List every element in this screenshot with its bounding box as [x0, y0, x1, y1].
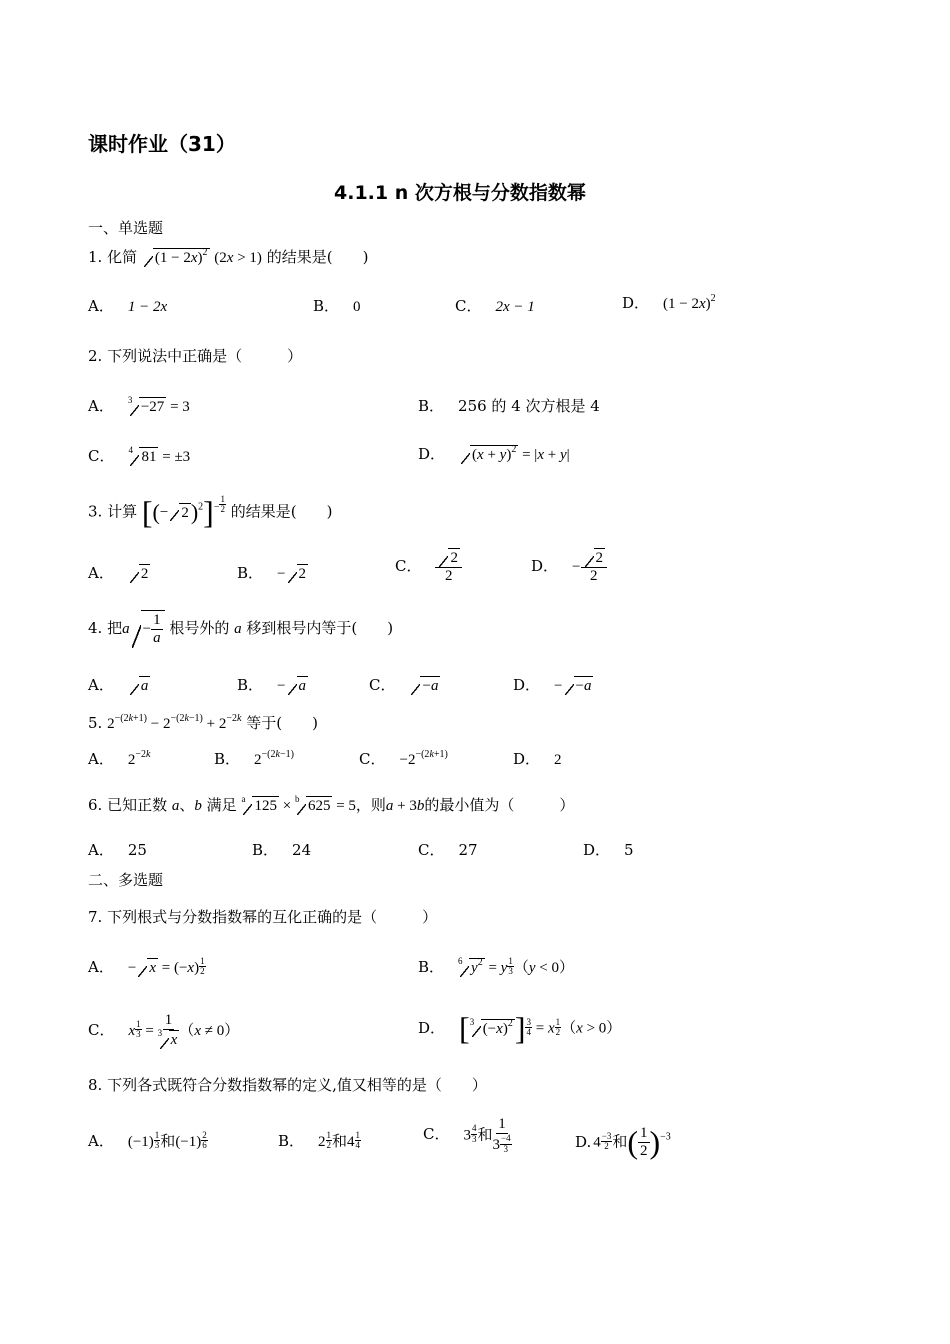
q7-option-a[interactable]: A． − x = (−x) $\frac{1}{2}$: [88, 956, 205, 977]
q5-option-d[interactable]: D． 2: [513, 750, 562, 768]
q3-option-c[interactable]: C． $\frac{2}{2}$: [395, 548, 462, 586]
q6-option-d[interactable]: D． 5: [583, 841, 634, 859]
page-title: 4.1.1 n 次方根与分数指数幂: [334, 182, 586, 204]
page-header: 课时作业（31）: [88, 132, 236, 156]
question-4-stem: 4. 把a − $\frac{1}{a}$ 根号外的 a 移到根号内等于( ): [88, 612, 394, 647]
question-5-stem: 5. $2^{-(2k+1)} - 2^{-(2k-1)} + 2^{-2k}$ 等于( ): [88, 713, 318, 732]
q2-option-c[interactable]: C． 4 81 = ±3: [88, 445, 191, 465]
q6-option-b[interactable]: B． 24: [252, 841, 312, 859]
q8-option-a[interactable]: A． (−1) $\frac{1}{3}$ 和(−1) $\frac{2}{6}$: [88, 1130, 207, 1151]
q1-option-b[interactable]: B． 0: [313, 297, 361, 315]
q4-option-b[interactable]: B． − a: [237, 676, 306, 694]
q4-option-a[interactable]: A． a: [88, 676, 149, 694]
q2-option-a[interactable]: A． 3 −27 = 3: [88, 395, 190, 415]
q5-option-c[interactable]: C． $-2^{-(2k+1)}$: [359, 749, 448, 768]
q1-prefix: 1. 化简: [88, 248, 138, 266]
section-single-choice: 一、单选题: [88, 219, 164, 237]
q7-option-c[interactable]: C． x $\frac{1}{3}$ = 1 3 x （x ≠ 0）: [88, 1012, 240, 1049]
q3-option-b[interactable]: B． − 2: [237, 564, 306, 582]
q5-option-b[interactable]: B． $2^{-(2k-1)}$: [214, 749, 294, 768]
q4-prefix: 4. 把: [88, 619, 123, 638]
q6-option-a[interactable]: A． 25: [88, 841, 147, 859]
q2-option-d[interactable]: D． $(x + y)^2 = |x + y|$: [418, 444, 570, 463]
q4-option-c[interactable]: C． −a: [369, 676, 439, 694]
q3-prefix: 3. 计算: [88, 502, 138, 521]
q6-prefix: 6. 已知正数: [88, 796, 168, 814]
question-8-stem: 8. 下列各式既符合分数指数幂的定义,值又相等的是（ ）: [88, 1076, 487, 1094]
section-multi-choice: 二、多选题: [88, 871, 164, 889]
q8-option-d[interactable]: D. 4 $\frac{-3}{2}$ 和( $\frac{1}{2}$ )$^{-3}$: [575, 1124, 671, 1160]
q6-mid2: ，则: [355, 796, 386, 814]
q8-option-c[interactable]: C． 3 $\frac{4}{3}$ 和 1 3 $\frac{-4}{3}$: [423, 1116, 511, 1154]
q2-option-b[interactable]: B． 256 的 4 次方根是 4: [418, 397, 600, 415]
q6-sep: 、: [179, 796, 195, 814]
q3-option-a[interactable]: A． 2: [88, 564, 149, 582]
question-2-stem: 2. 下列说法中正确是（ ）: [88, 347, 303, 365]
q8-option-b[interactable]: B． 2 $\frac{1}{2}$ 和4 $\frac{1}{4}$: [278, 1130, 361, 1151]
q3-option-d[interactable]: D． − $\frac{2}{2}$: [531, 548, 607, 586]
q5-option-a[interactable]: A． $2^{-2k}$: [88, 749, 151, 768]
q6-option-c[interactable]: C． 27: [418, 841, 478, 859]
question-3-stem: 3. 计算 [(− 2)$^2$]$^{- \frac{1}{2}}$ 的结果是( ): [88, 493, 333, 530]
question-6-stem: 6. 已知正数 a、b 满足 a 125 × b 625 = 5，则a + 3b的最小值为（ ）: [88, 794, 575, 814]
q1-suffix: 的结果是( ): [266, 248, 369, 266]
q4-var: a: [234, 621, 242, 638]
q1-option-d[interactable]: D． $(1 - 2x)^2$: [622, 293, 716, 312]
q7-option-d[interactable]: D． [ 3 $(-x)^2$] $\frac{3}{4}$ = x $\frac{1}{2}$ （x > 0）: [418, 1010, 622, 1046]
q6-suffix: 的最小值为（ ）: [424, 796, 575, 814]
q4-mid2: 移到根号内等于( ): [246, 619, 394, 638]
q1-option-c[interactable]: C． 2x − 1: [455, 297, 535, 315]
q6-mid: 满足: [206, 796, 237, 814]
q3-suffix: 的结果是( ): [230, 502, 333, 521]
q5-prefix: 5.: [88, 714, 103, 732]
q4-option-d[interactable]: D． − −a: [513, 676, 592, 694]
q5-suffix: 等于( ): [246, 714, 318, 732]
question-7-stem: 7. 下列根式与分数指数幂的互化正确的是（ ）: [88, 908, 438, 926]
q1-radical: $(1 - 2x)^2$: [144, 248, 210, 267]
q4-mid1: 根号外的: [169, 619, 230, 638]
q1-option-a[interactable]: A． 1 − 2x: [88, 297, 168, 315]
question-1-stem: 1. 化简 $(1 - 2x)^2$ (2x > 1) 的结果是( ): [88, 247, 369, 266]
q7-option-b[interactable]: B． 6 $y^2 = y$ $\frac{1}{3}$ （y < 0）: [418, 956, 574, 977]
